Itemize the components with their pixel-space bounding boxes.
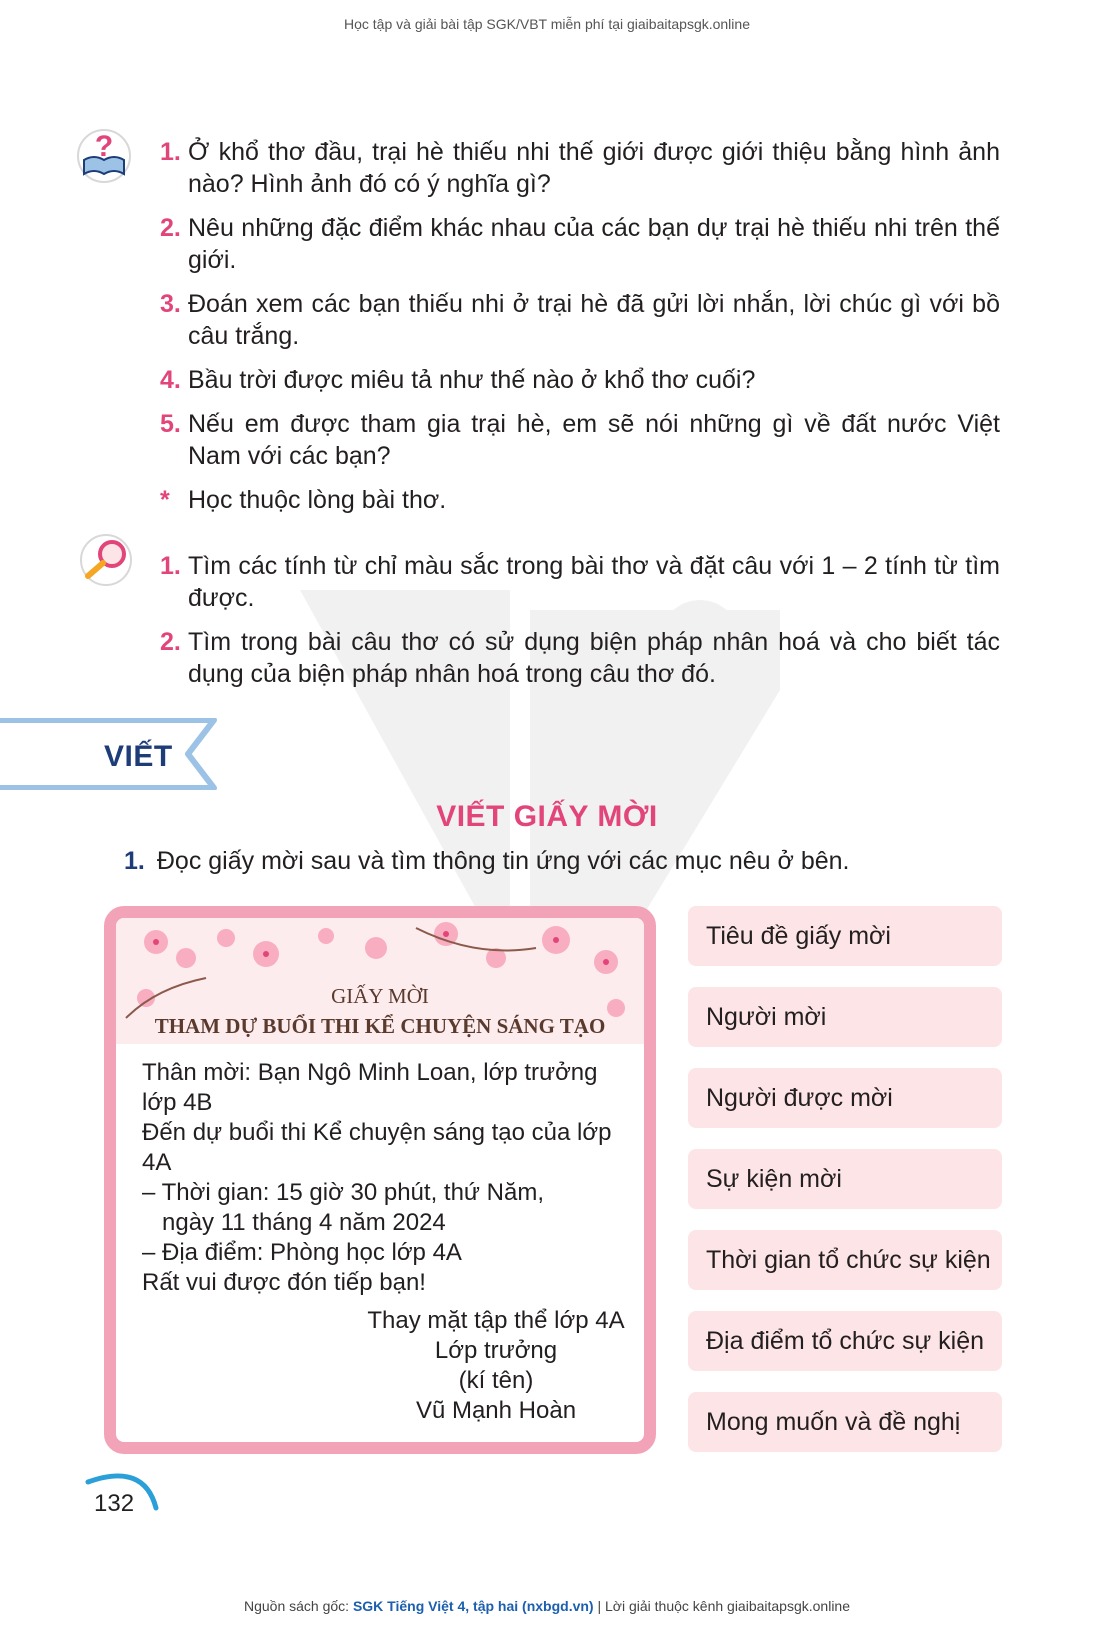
question-item <box>160 408 1000 472</box>
explore-number: 2. <box>160 628 181 656</box>
signature-line: Vũ Mạnh Hoàn <box>415 1397 577 1424</box>
invitation-subheading: THAM DỰ BUỔI THI KỂ CHUYỆN SÁNG TẠO <box>154 1014 606 1038</box>
svg-text:?: ? <box>94 130 114 163</box>
invitation-line: Đến dự buổi thi Kể chuyện sáng tạo của lớp 4A <box>142 1119 612 1176</box>
category-label: Thời gian tổ chức sự kiện <box>688 1230 1002 1290</box>
invitation-line: ngày 11 tháng 4 năm 2024 <box>162 1209 446 1236</box>
question-item <box>160 288 1000 352</box>
question-number: 5. <box>160 410 181 438</box>
magnifier-icon <box>76 532 136 588</box>
explore-item <box>160 550 1000 614</box>
footer-suffix: | Lời giải thuộc kênh giaibaitapsgk.online <box>593 1598 851 1614</box>
question-text: Bầu trời được miêu tả như thế nào ở khổ thơ cuối? <box>188 366 756 394</box>
invitation-line: – Thời gian: 15 giờ 30 phút, thứ Năm, <box>142 1179 544 1206</box>
invitation-body <box>142 1058 632 1298</box>
explore-list <box>160 550 1000 702</box>
page-number: 132 <box>94 1490 135 1517</box>
signature-line: Lớp trưởng <box>434 1337 558 1364</box>
category-label: Người mời <box>688 987 1002 1047</box>
signature-line: Thay mặt tập thể lớp 4A <box>367 1307 625 1334</box>
top-banner: Học tập và giải bài tập SGK/VBT miễn phí tại giaibaitapsgk.online <box>344 16 750 32</box>
question-text: Đoán xem các bạn thiếu nhi ở trại hè đã gửi lời nhắn, lời chúc gì với bồ câu trắng. <box>188 290 1000 350</box>
category-labels <box>688 906 1002 1473</box>
invitation-line: Rất vui được đón tiếp bạn! <box>142 1269 426 1296</box>
question-list <box>160 136 1000 528</box>
question-item <box>160 364 1000 396</box>
instruction-text: Đọc giấy mời sau và tìm thông tin ứng với các mục nêu ở bên. <box>156 847 850 875</box>
question-number: 1. <box>160 138 181 166</box>
invitation-line: – Địa điểm: Phòng học lớp 4A <box>142 1239 462 1266</box>
category-label: Tiêu đề giấy mời <box>688 906 1002 966</box>
lesson-title: VIẾT GIẤY MỜI <box>436 800 658 833</box>
category-label: Địa điểm tổ chức sự kiện <box>688 1311 1002 1371</box>
question-item <box>160 136 1000 200</box>
signature-line: (kí tên) <box>458 1367 534 1394</box>
question-number: * <box>160 486 170 514</box>
instruction-number: 1. <box>124 847 145 875</box>
category-label: Sự kiện mời <box>688 1149 1002 1209</box>
question-number: 2. <box>160 214 181 242</box>
question-text: Nêu những đặc điểm khác nhau của các bạn dự trại hè thiếu nhi trên thế giới. <box>188 214 1000 274</box>
instruction <box>124 845 849 877</box>
footer-source-link[interactable]: SGK Tiếng Việt 4, tập hai (nxbgd.vn) <box>352 1598 594 1614</box>
invitation-line: Thân mời: Bạn Ngô Minh Loan, lớp trưởng lớp 4B <box>142 1059 598 1116</box>
explore-text: Tìm trong bài câu thơ có sử dụng biện pháp nhân hoá và cho biết tác dụng của biện pháp nhân hoá trong câu thơ đó. <box>188 628 1000 688</box>
explore-item <box>160 626 1000 690</box>
explore-number: 1. <box>160 552 181 580</box>
question-number: 4. <box>160 366 181 394</box>
question-item <box>160 212 1000 276</box>
category-label: Mong muốn và đề nghị <box>688 1392 1002 1452</box>
invitation-signature <box>356 1306 636 1426</box>
question-text: Nếu em được tham gia trại hè, em sẽ nói những gì về đất nước Việt Nam với các bạn? <box>188 410 1000 470</box>
section-label: VIẾT <box>104 740 173 773</box>
invitation-card <box>104 906 656 1454</box>
category-label: Người được mời <box>688 1068 1002 1128</box>
question-number: 3. <box>160 290 181 318</box>
question-text: Học thuộc lòng bài thơ. <box>188 486 447 514</box>
invitation-heading: GIẤY MỜI <box>331 984 429 1008</box>
question-item <box>160 484 1000 516</box>
footer <box>0 1598 1094 1614</box>
footer-prefix: Nguồn sách gốc: <box>243 1598 353 1614</box>
explore-text: Tìm các tính từ chỉ màu sắc trong bài thơ và đặt câu với 1 – 2 tính từ tìm được. <box>188 552 1000 612</box>
question-book-icon <box>74 126 134 184</box>
question-text: Ở khổ thơ đầu, trại hè thiếu nhi thế giới được giới thiệu bằng hình ảnh nào? Hình ảnh đó có ý nghĩa gì? <box>188 138 1000 198</box>
